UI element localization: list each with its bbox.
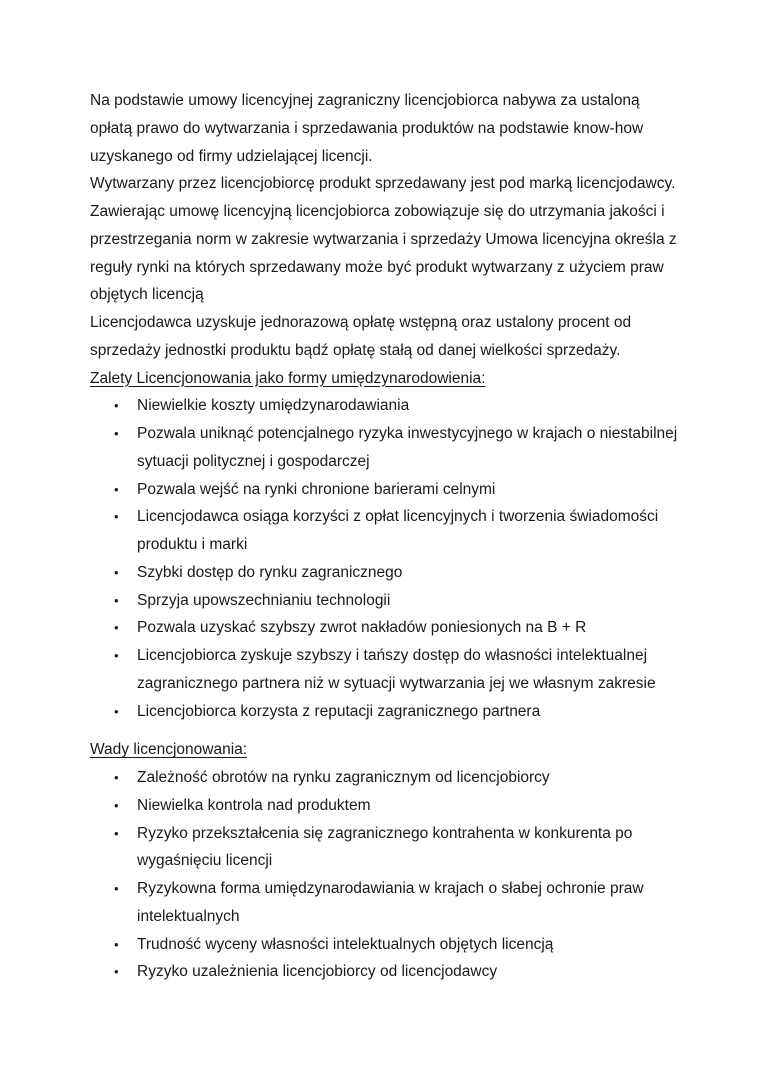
list-item — [90, 698, 690, 726]
disadvantages-list — [90, 764, 690, 986]
list-item — [90, 476, 690, 504]
list-item — [90, 792, 690, 820]
list-item-line — [90, 448, 690, 476]
bullet-icon: • — [114, 481, 119, 497]
bullet-icon: • — [114, 964, 119, 980]
bullet-icon: • — [114, 797, 119, 813]
list-item-line — [90, 792, 690, 820]
list-item-text: produktu i marki — [137, 536, 248, 553]
bullet-icon: • — [114, 936, 119, 952]
bullet-icon: • — [114, 703, 119, 719]
paragraph-line: uzyskanego od firmy udzielającej licencji. — [90, 147, 373, 165]
document-page — [90, 87, 690, 986]
list-item — [90, 392, 690, 420]
bullet-icon: • — [114, 770, 119, 785]
list-item-line — [90, 931, 690, 959]
list-item — [90, 587, 690, 615]
list-item-line — [90, 531, 690, 559]
list-item-line — [90, 559, 690, 587]
list-item-text: Licencjobiorca zyskuje szybszy i tańszy dostęp do własności intelektualnej — [137, 647, 648, 664]
list-item-line — [90, 614, 690, 642]
list-item — [90, 503, 690, 559]
list-item — [90, 875, 690, 931]
list-item-text: Szybki dostęp do rynku zagranicznego — [137, 563, 403, 581]
list-item-text: sytuacji politycznej i gospodarczej — [137, 452, 370, 470]
advantages-list — [90, 392, 690, 725]
list-item-line — [90, 903, 690, 931]
list-item-line — [90, 587, 690, 615]
paragraph-line: Na podstawie umowy licencyjnej zagraniczny licencjobiorca nabywa za ustaloną — [90, 92, 640, 109]
paragraph-line: opłatą prawo do wytwarzania i sprzedawania produktów na podstawie know-how — [90, 119, 644, 137]
list-item — [90, 958, 690, 986]
bullet-icon: • — [114, 426, 119, 441]
list-item-line — [90, 642, 690, 670]
paragraph-line: przestrzegania norm w zakresie wytwarzania i sprzedaży Umowa licencyjna określa z — [90, 230, 677, 248]
list-item-text: Ryzykowna forma umiędzynarodawiania w krajach o słabej ochronie praw — [137, 880, 644, 897]
list-item-text: Sprzyja upowszechnianiu technologii — [137, 591, 391, 609]
list-item-text: Pozwala uniknąć potencjalnego ryzyka inwestycyjnego w krajach o niestabilnej — [137, 425, 678, 442]
bullet-icon: • — [114, 825, 119, 841]
list-item-line — [90, 698, 690, 726]
list-item-text: Licencjobiorca korzysta z reputacji zagranicznego partnera — [137, 702, 541, 720]
paragraph-line: Licencjodawca uzyskuje jednorazową opłatę wstępną oraz ustalony procent od — [90, 314, 632, 331]
list-item-line — [90, 476, 690, 504]
bullet-icon: • — [114, 592, 119, 608]
list-item-line — [90, 670, 690, 698]
list-item-text: Niewielkie koszty umiędzynarodawiania — [137, 397, 410, 415]
list-item-text: Licencjodawca osiąga korzyści z opłat licencyjnych i tworzenia świadomości — [137, 508, 659, 526]
list-item — [90, 420, 690, 476]
list-item — [90, 559, 690, 587]
list-item-text: Zależność obrotów na rynku zagranicznym od licencjobiorcy — [137, 769, 550, 786]
list-item-line — [90, 820, 690, 848]
paragraph-line: Zawierając umowę licencyjną licencjobiorca zobowiązuje się do utrzymania jakości i — [90, 203, 665, 220]
list-item — [90, 820, 690, 876]
list-item-text: intelektualnych — [137, 907, 240, 925]
list-item — [90, 642, 690, 698]
bullet-icon: • — [114, 881, 119, 896]
paragraph-line: objętych licencją — [90, 286, 204, 304]
list-item-text: Pozwala uzyskać szybszy zwrot nakładów poniesionych na B + R — [137, 619, 587, 637]
paragraph-line: sprzedaży jednostki produktu bądź opłatę stałą od danej wielkości sprzedaży. — [90, 341, 621, 359]
list-item-line — [90, 875, 690, 903]
list-item — [90, 764, 690, 792]
list-item-text: Trudność wyceny własności intelektualnych objętych licencją — [137, 935, 554, 953]
disadvantages-heading: Wady licencjonowania: — [90, 741, 248, 759]
advantages-heading: Zalety Licencjonowania jako formy umiędzynarodowienia: — [90, 369, 486, 387]
list-item-line — [90, 392, 690, 420]
list-item-line — [90, 503, 690, 531]
intro-paragraphs — [90, 87, 690, 365]
bullet-icon: • — [114, 398, 119, 414]
list-item — [90, 931, 690, 959]
paragraph-line: reguły rynki na których sprzedawany może być produkt wytwarzany z użyciem praw — [90, 258, 664, 276]
bullet-icon: • — [114, 648, 119, 663]
bullet-icon: • — [114, 564, 119, 580]
list-item-line — [90, 764, 690, 792]
list-item-text: Pozwala wejść na rynki chronione barierami celnymi — [137, 480, 496, 498]
list-item-line — [90, 958, 690, 986]
bullet-icon: • — [114, 509, 119, 525]
bullet-icon: • — [114, 620, 119, 636]
list-item-text: zagranicznego partnera niż w sytuacji wytwarzania jej we własnym zakresie — [137, 674, 656, 692]
list-item — [90, 614, 690, 642]
list-item-text: wygaśnięciu licencji — [137, 852, 273, 870]
paragraph-line: Wytwarzany przez licencjobiorcę produkt sprzedawany jest pod marką licencjodawcy. — [90, 175, 676, 193]
list-item-line — [90, 847, 690, 875]
list-item-line — [90, 420, 690, 448]
list-item-text: Ryzyko uzależnienia licencjobiorcy od licencjodawcy — [137, 963, 498, 981]
list-item-text: Niewielka kontrola nad produktem — [137, 796, 371, 814]
list-item-text: Ryzyko przekształcenia się zagranicznego kontrahenta w konkurenta po — [137, 824, 633, 842]
